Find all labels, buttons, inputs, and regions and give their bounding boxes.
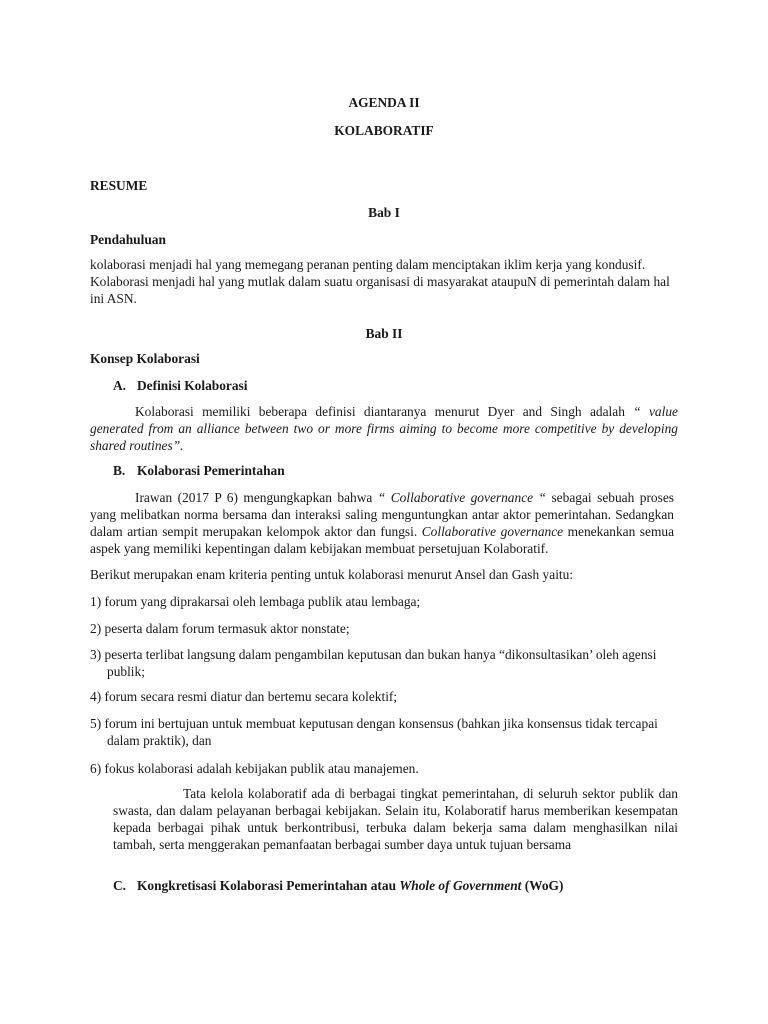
criteria-item-1: 1) forum yang diprakarsai oleh lembaga publik atau lembaga; (90, 594, 421, 609)
bab1-heading: Pendahuluan (90, 232, 166, 247)
closing-paragraph: Tata kelola kolaboratif ada di berbagai tingkat pemerintahan, di seluruh sektor publik dan swasta, dan dalam pelayanan berbagai kebijakan. Selain itu, Kolaboratif harus memberikan kesempatan kepada berbagai pihak untuk berkontribusi, terbuka dalam bekerja sama dalam menghasilkan nilai tambah, serta menggerakan pemanfaatan berbagai sumber daya untuk tujuan bersama (113, 786, 678, 852)
section-b-quote: “ Collaborative governance “ (377, 490, 546, 505)
section-c-title-italic: Whole of Government (399, 878, 522, 893)
section-a-quote: “ value generated from an alliance between two or more firms aiming to become more competitive by developing shared routines”. (90, 404, 678, 453)
section-c-letter: C. (113, 878, 127, 893)
resume-label: RESUME (90, 178, 148, 193)
agenda-title: AGENDA II (348, 95, 420, 110)
section-a-heading (113, 377, 678, 394)
section-c-title-start: Kongkretisasi Kolaborasi Pemerintahan atau (137, 878, 400, 893)
section-a-text: Kolaborasi memiliki beberapa definisi diantaranya menurut Dyer and Singh adalah (135, 404, 634, 419)
criteria-item-4: 4) forum secara resmi diatur dan bertemu secara kolektif; (90, 689, 398, 704)
section-c-heading (113, 877, 678, 894)
criteria-item-6: 6) fokus kolaborasi adalah kebijakan publik atau manajemen. (90, 761, 419, 776)
criteria-item-3: 3) peserta terlibat langsung dalam pengambilan keputusan dan bukan hanya “dikonsultasikan’ oleh agensi publik; (90, 647, 657, 679)
section-a-letter: A. (113, 378, 127, 393)
criteria-intro: Berikut merupakan enam kriteria penting untuk kolaborasi menurut Ansel dan Gash yaitu: (90, 567, 574, 582)
topic-title: KOLABORATIF (334, 123, 434, 138)
section-b-text-mid: sebagai sebuah proses yang melibatkan norma bersama dan interaksi saling menguntungkan antar aktor pemerintahan. Sedangkan dalam artian sempit merupakan kelompok aktor dan fungsi. (90, 490, 674, 539)
section-c-title-end: (WoG) (521, 878, 564, 893)
section-b-text-end: menekankan semua aspek yang memiliki kepentingan dalam kebijakan membuat persetujuan Kolaboratif. (90, 524, 675, 556)
section-b-paragraph (90, 489, 674, 557)
bab2-title: Bab II (365, 326, 403, 341)
bab2-heading: Konsep Kolaborasi (90, 351, 200, 366)
criteria-item-5: 5) forum ini bertujuan untuk membuat keputusan dengan konsensus (bahkan jika konsensus tidak tercapai dalam praktik), dan (90, 716, 658, 748)
section-b-letter: B. (113, 463, 126, 478)
section-b-text-start: Irawan (2017 P 6) mengungkapkan bahwa (135, 490, 378, 505)
section-a-paragraph (90, 403, 678, 454)
criteria-item-2: 2) peserta dalam forum termasuk aktor nonstate; (90, 621, 350, 636)
section-b-heading (113, 462, 678, 479)
section-b-italic-term: Collaborative governance (421, 524, 564, 539)
bab1-title: Bab I (368, 205, 400, 220)
bab1-paragraph: kolaborasi menjadi hal yang memegang peranan penting dalam menciptakan iklim kerja yang kondusif. Kolaborasi menjadi hal yang mutlak dalam suatu organisasi di masyarakat ataupuN di pemerintah dalam hal ini ASN. (90, 257, 670, 306)
section-a-title: Definisi Kolaborasi (137, 378, 248, 393)
section-b-title: Kolaborasi Pemerintahan (137, 463, 285, 478)
